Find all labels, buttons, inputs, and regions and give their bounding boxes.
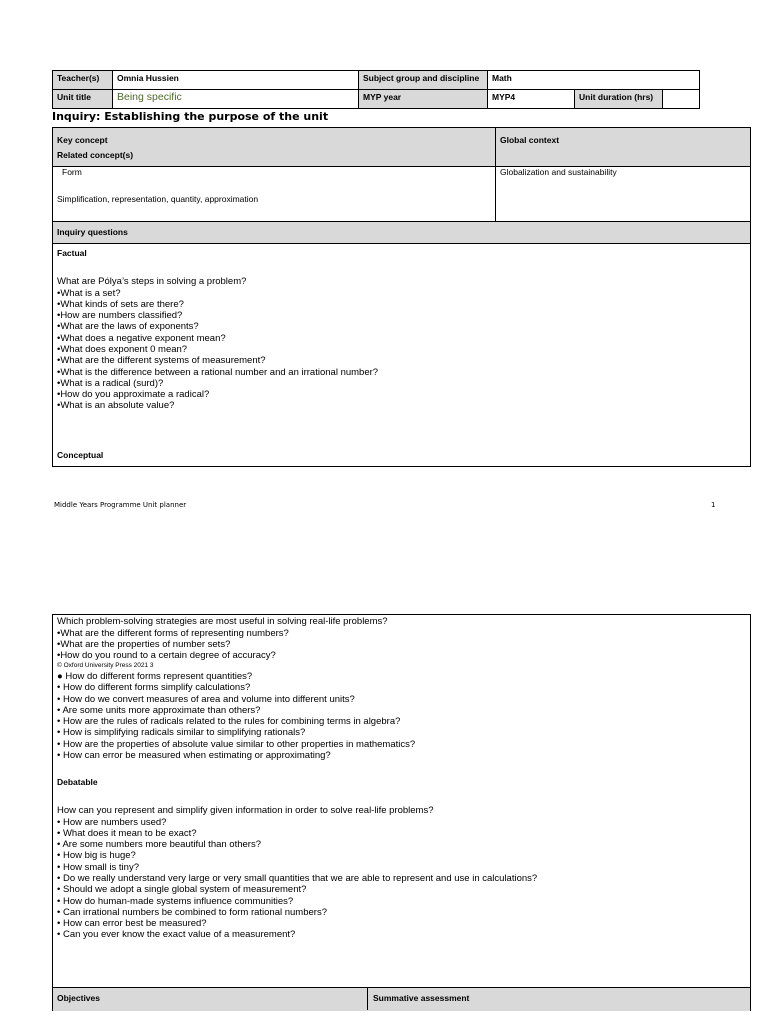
- global-context-label: Global context: [500, 135, 560, 145]
- conceptual-intro: Which problem-solving strategies are most useful in solving real-life problems?: [57, 616, 388, 627]
- subject-value: Math: [488, 71, 700, 90]
- unit-title-value: Being specific: [113, 90, 359, 109]
- question-item: • How can error best be measured?: [57, 918, 207, 930]
- teacher-label: Teacher(s): [53, 71, 113, 90]
- question-item: • How do human-made systems influence communities?: [57, 895, 294, 907]
- debatable-questions-list: [57, 817, 537, 941]
- inquiry-questions-row: [53, 221, 750, 244]
- global-context-value: Globalization and sustainability: [500, 167, 617, 177]
- questions-continued-box: [52, 614, 751, 1011]
- concepts-header-row: [53, 128, 750, 167]
- question-item: • Can irrational numbers be combined to form rational numbers?: [57, 906, 327, 918]
- question-item: •What does a negative exponent mean?: [57, 332, 226, 344]
- question-item: • How can error be measured when estimating or approximating?: [57, 750, 331, 762]
- question-item: •What are the laws of exponents?: [57, 321, 199, 333]
- conceptual-questions-list-a: [57, 628, 289, 662]
- question-item: • Should we adopt a single global system of measurement?: [57, 884, 307, 896]
- question-item: • How are the properties of absolute value similar to other properties in mathematics?: [57, 738, 416, 750]
- related-concepts-label: Related concept(s): [57, 150, 134, 160]
- question-item: •How do you approximate a radical?: [57, 389, 210, 401]
- concepts-divider: [495, 128, 496, 221]
- question-item: •How do you round to a certain degree of accuracy?: [57, 650, 276, 662]
- factual-intro: What are Pólya’s steps in solving a problem?: [57, 276, 247, 287]
- question-item: • How do different forms simplify calculations?: [57, 682, 251, 694]
- question-item: • How are the rules of radicals related to the rules for combining terms in algebra?: [57, 716, 401, 728]
- question-item: • Are some numbers more beautiful than others?: [57, 839, 261, 851]
- objectives-divider: [367, 987, 368, 1010]
- unit-duration-label: Unit duration (hrs): [575, 90, 663, 109]
- teacher-value: Omnia Hussien: [113, 71, 359, 90]
- question-item: •What are the properties of number sets?: [57, 638, 231, 650]
- question-item: •What is a radical (surd)?: [57, 377, 164, 389]
- conceptual-label: Conceptual: [57, 450, 104, 460]
- question-item: • Do we really understand very large or very small quantities that we are able to represent and use in calculations?: [57, 872, 538, 884]
- question-item: • How big is huge?: [57, 850, 136, 862]
- question-item: • How small is tiny?: [57, 861, 139, 873]
- related-concepts-value: Simplification, representation, quantity, approximation: [57, 194, 259, 204]
- question-item: • How is simplifying radicals similar to simplifying rationals?: [57, 727, 306, 739]
- question-item: •What is an absolute value?: [57, 400, 175, 412]
- unit-title-label: Unit title: [53, 90, 113, 109]
- conceptual-questions-list-b: [57, 671, 415, 761]
- page-number: 1: [711, 501, 716, 509]
- objectives-label: Objectives: [57, 993, 100, 1003]
- subject-label: Subject group and discipline: [359, 71, 488, 90]
- debatable-label: Debatable: [57, 777, 98, 787]
- myp-year-value: MYP4: [488, 90, 575, 109]
- question-item: • How are numbers used?: [57, 816, 167, 828]
- footer-text: Middle Years Programme Unit planner: [54, 501, 187, 509]
- myp-year-label: MYP year: [359, 90, 488, 109]
- question-item: • Are some units more approximate than others?: [57, 704, 261, 716]
- question-item: •What is a set?: [57, 287, 121, 299]
- question-item: •What is the difference between a rational number and an irrational number?: [57, 366, 379, 378]
- debatable-intro: How can you represent and simplify given information in order to solve real-life problems?: [57, 805, 434, 816]
- inquiry-questions-label: Inquiry questions: [57, 227, 128, 237]
- question-item: •What does exponent 0 mean?: [57, 343, 188, 355]
- key-concept-value: Form: [62, 167, 82, 177]
- summative-assessment-label: Summative assessment: [373, 993, 470, 1003]
- unit-header-table: [52, 70, 700, 109]
- question-item: •What are the different forms of representing numbers?: [57, 627, 289, 639]
- question-item: • What does it mean to be exact?: [57, 827, 197, 839]
- question-item: •What kinds of sets are there?: [57, 298, 184, 310]
- copyright-note: © Oxford University Press 2021 3: [57, 662, 154, 669]
- unit-duration-value: [663, 90, 700, 109]
- question-item: •What are the different systems of measurement?: [57, 355, 266, 367]
- key-concept-label: Key concept: [57, 135, 108, 145]
- question-item: ● How do different forms represent quantities?: [57, 671, 253, 682]
- inquiry-section-title: Inquiry: Establishing the purpose of the unit: [52, 110, 329, 123]
- factual-label: Factual: [57, 248, 87, 258]
- question-item: • How do we convert measures of area and volume into different units?: [57, 693, 355, 705]
- factual-questions-list: [57, 288, 378, 412]
- question-item: •How are numbers classified?: [57, 310, 183, 322]
- question-item: • Can you ever know the exact value of a measurement?: [57, 929, 296, 941]
- concepts-box: [52, 127, 751, 467]
